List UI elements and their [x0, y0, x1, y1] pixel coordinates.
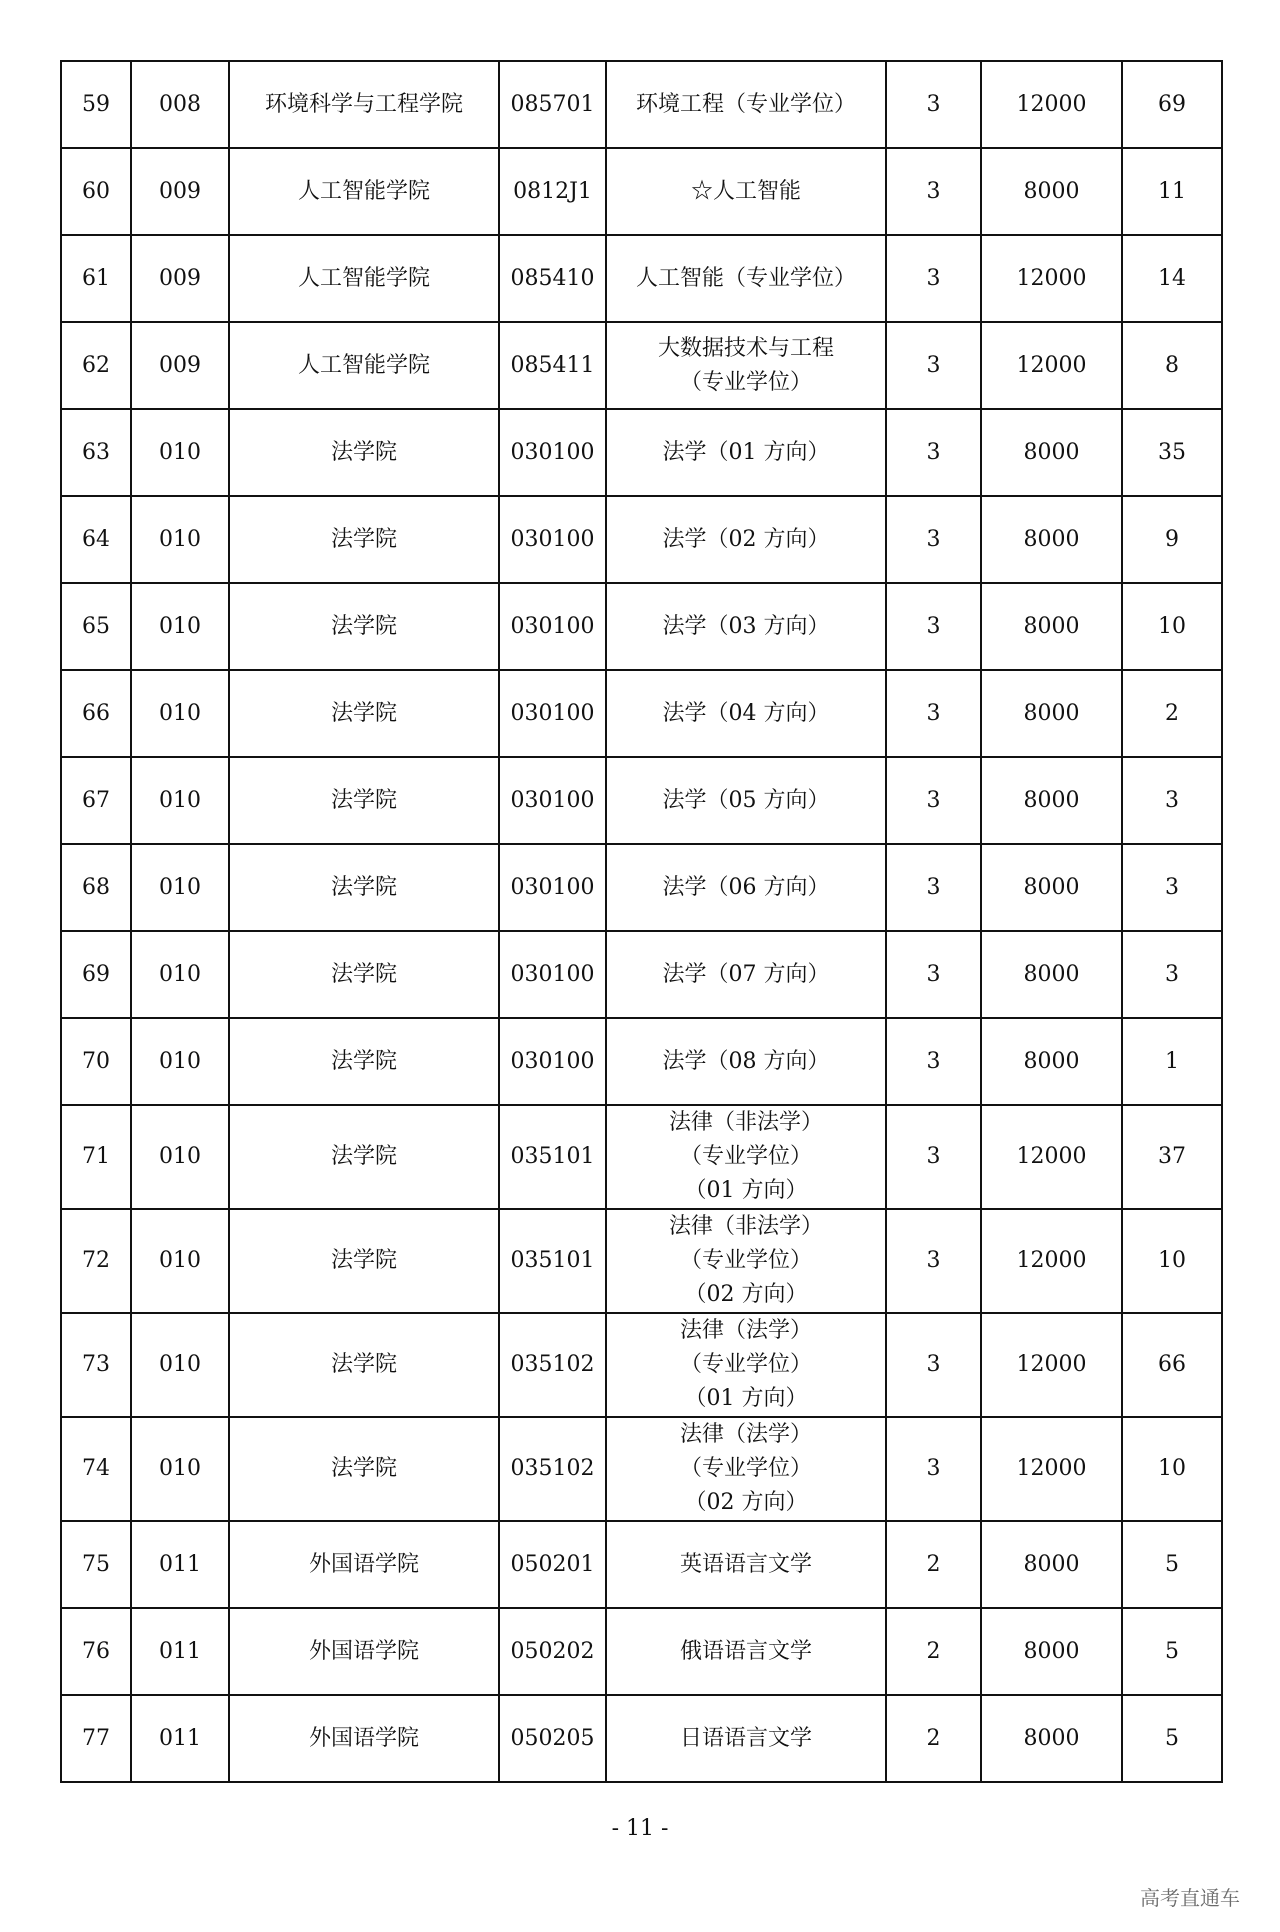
watermark: 高考直通车 [1140, 1886, 1240, 1910]
cell-school-code: 010 [131, 1209, 229, 1313]
cell-years: 3 [886, 670, 981, 757]
table-row [61, 1695, 1222, 1782]
cell-school-name: 法学院 [229, 583, 499, 670]
cell-major-name [606, 496, 886, 583]
cell-fee: 8000 [981, 409, 1122, 496]
cell-index: 59 [61, 61, 131, 148]
cell-major-code: 085411 [499, 322, 606, 409]
cell-quota: 35 [1122, 409, 1222, 496]
cell-school-name: 外国语学院 [229, 1521, 499, 1608]
major-name-line: 英语语言文学 [679, 1551, 812, 1577]
cell-index: 67 [61, 757, 131, 844]
cell-years: 3 [886, 322, 981, 409]
cell-years: 3 [886, 583, 981, 670]
cell-school-name: 法学院 [229, 931, 499, 1018]
cell-school-code: 008 [131, 61, 229, 148]
cell-years: 3 [886, 1313, 981, 1417]
table-row [61, 61, 1222, 148]
cell-major-name [606, 757, 886, 844]
cell-quota: 10 [1122, 1417, 1222, 1521]
major-name-line: 法学（07 方向） [662, 961, 830, 987]
cell-school-name: 法学院 [229, 1313, 499, 1417]
cell-fee: 12000 [981, 1417, 1122, 1521]
cell-school-name: 人工智能学院 [229, 148, 499, 235]
cell-major-name [606, 931, 886, 1018]
enrollment-table-wrapper [60, 60, 1221, 1783]
major-name-line: 俄语语言文学 [679, 1638, 812, 1664]
cell-major-code: 030100 [499, 1018, 606, 1105]
cell-major-name [606, 1105, 886, 1209]
major-name-line: （02 方向） [684, 1490, 808, 1515]
cell-school-name: 人工智能学院 [229, 322, 499, 409]
table-row [61, 1417, 1222, 1521]
cell-years: 3 [886, 1417, 981, 1521]
cell-years: 3 [886, 757, 981, 844]
table-row [61, 670, 1222, 757]
major-name-line: 法学（08 方向） [662, 1048, 830, 1074]
table-row [61, 757, 1222, 844]
cell-school-name: 法学院 [229, 1417, 499, 1521]
cell-school-code: 010 [131, 1018, 229, 1105]
cell-school-code: 009 [131, 148, 229, 235]
table-row [61, 1313, 1222, 1417]
cell-fee: 12000 [981, 322, 1122, 409]
major-name-line: （01 方向） [684, 1386, 808, 1411]
cell-fee: 8000 [981, 1608, 1122, 1695]
cell-years: 3 [886, 61, 981, 148]
cell-quota: 3 [1122, 757, 1222, 844]
cell-quota: 37 [1122, 1105, 1222, 1209]
major-name-line: 法学（06 方向） [662, 874, 830, 900]
major-name-line: 日语语言文学 [679, 1725, 812, 1751]
cell-major-name [606, 844, 886, 931]
major-name-line: 法学（03 方向） [662, 613, 830, 639]
table-row [61, 583, 1222, 670]
cell-major-code: 030100 [499, 931, 606, 1018]
major-name-line: 法律（非法学） [668, 1214, 823, 1239]
cell-years: 3 [886, 1209, 981, 1313]
table-row [61, 1521, 1222, 1608]
cell-fee: 12000 [981, 1105, 1122, 1209]
cell-major-code: 050201 [499, 1521, 606, 1608]
cell-major-name [606, 1313, 886, 1417]
major-name-line: 法学（02 方向） [662, 526, 830, 552]
cell-fee: 8000 [981, 496, 1122, 583]
major-name-line: （专业学位） [679, 1144, 812, 1169]
cell-school-name: 法学院 [229, 496, 499, 583]
major-name-line: ☆人工智能 [690, 178, 801, 204]
cell-index: 68 [61, 844, 131, 931]
cell-quota: 2 [1122, 670, 1222, 757]
cell-major-code: 035102 [499, 1313, 606, 1417]
cell-school-name: 外国语学院 [229, 1608, 499, 1695]
table-row [61, 1105, 1222, 1209]
major-name-line: （专业学位） [679, 1248, 812, 1273]
cell-major-name [606, 1417, 886, 1521]
major-name-line: 环境工程（专业学位） [635, 91, 856, 117]
cell-fee: 12000 [981, 61, 1122, 148]
cell-quota: 14 [1122, 235, 1222, 322]
cell-major-name [606, 409, 886, 496]
cell-school-code: 010 [131, 1313, 229, 1417]
cell-school-name: 人工智能学院 [229, 235, 499, 322]
cell-school-code: 010 [131, 757, 229, 844]
cell-major-code: 035102 [499, 1417, 606, 1521]
cell-school-name: 法学院 [229, 1018, 499, 1105]
cell-major-code: 030100 [499, 670, 606, 757]
cell-index: 64 [61, 496, 131, 583]
cell-index: 73 [61, 1313, 131, 1417]
cell-fee: 8000 [981, 583, 1122, 670]
cell-index: 70 [61, 1018, 131, 1105]
cell-school-code: 010 [131, 1105, 229, 1209]
cell-school-code: 009 [131, 235, 229, 322]
cell-fee: 8000 [981, 148, 1122, 235]
cell-quota: 9 [1122, 496, 1222, 583]
cell-major-code: 0812J1 [499, 148, 606, 235]
cell-years: 2 [886, 1608, 981, 1695]
cell-major-name [606, 1209, 886, 1313]
cell-school-name: 法学院 [229, 1209, 499, 1313]
cell-school-name: 法学院 [229, 844, 499, 931]
cell-major-code: 050202 [499, 1608, 606, 1695]
table-row [61, 1209, 1222, 1313]
major-name-line: （专业学位） [679, 1352, 812, 1377]
cell-major-name [606, 61, 886, 148]
major-name-line: （专业学位） [679, 369, 812, 395]
major-name-line: 法律（法学） [679, 1318, 812, 1343]
cell-years: 3 [886, 496, 981, 583]
cell-fee: 12000 [981, 1209, 1122, 1313]
cell-major-name [606, 1608, 886, 1695]
enrollment-table [60, 60, 1223, 1783]
major-name-line: 法律（非法学） [668, 1110, 823, 1135]
cell-major-code: 035101 [499, 1209, 606, 1313]
cell-quota: 3 [1122, 931, 1222, 1018]
table-row [61, 235, 1222, 322]
cell-index: 75 [61, 1521, 131, 1608]
table-body [61, 61, 1222, 1782]
cell-school-code: 010 [131, 670, 229, 757]
cell-major-code: 030100 [499, 583, 606, 670]
cell-major-name [606, 148, 886, 235]
cell-index: 71 [61, 1105, 131, 1209]
cell-major-code: 035101 [499, 1105, 606, 1209]
cell-years: 3 [886, 844, 981, 931]
major-name-line: （01 方向） [684, 1178, 808, 1203]
cell-index: 74 [61, 1417, 131, 1521]
cell-school-name: 法学院 [229, 670, 499, 757]
cell-quota: 5 [1122, 1695, 1222, 1782]
cell-index: 61 [61, 235, 131, 322]
cell-major-name [606, 583, 886, 670]
cell-quota: 66 [1122, 1313, 1222, 1417]
major-name-line: （专业学位） [679, 1456, 812, 1481]
cell-quota: 69 [1122, 61, 1222, 148]
cell-school-code: 010 [131, 583, 229, 670]
table-row [61, 496, 1222, 583]
cell-quota: 5 [1122, 1608, 1222, 1695]
cell-fee: 8000 [981, 757, 1122, 844]
cell-major-code: 085410 [499, 235, 606, 322]
cell-major-name [606, 235, 886, 322]
cell-years: 3 [886, 1105, 981, 1209]
cell-school-name: 外国语学院 [229, 1695, 499, 1782]
table-row [61, 148, 1222, 235]
cell-school-code: 010 [131, 931, 229, 1018]
cell-school-code: 010 [131, 496, 229, 583]
table-row [61, 1608, 1222, 1695]
cell-index: 69 [61, 931, 131, 1018]
cell-fee: 8000 [981, 1695, 1122, 1782]
cell-index: 66 [61, 670, 131, 757]
major-name-line: 法学（04 方向） [662, 700, 830, 726]
cell-school-code: 010 [131, 1417, 229, 1521]
cell-school-name: 环境科学与工程学院 [229, 61, 499, 148]
cell-school-code: 011 [131, 1608, 229, 1695]
cell-school-code: 010 [131, 409, 229, 496]
cell-school-name: 法学院 [229, 1105, 499, 1209]
cell-fee: 8000 [981, 1521, 1122, 1608]
cell-major-name [606, 1018, 886, 1105]
cell-major-name [606, 322, 886, 409]
cell-fee: 12000 [981, 1313, 1122, 1417]
cell-years: 2 [886, 1521, 981, 1608]
major-name-line: 法律（法学） [679, 1422, 812, 1447]
cell-years: 3 [886, 1018, 981, 1105]
cell-years: 2 [886, 1695, 981, 1782]
cell-school-code: 009 [131, 322, 229, 409]
cell-school-code: 010 [131, 844, 229, 931]
cell-quota: 10 [1122, 1209, 1222, 1313]
cell-school-code: 011 [131, 1695, 229, 1782]
cell-major-code: 030100 [499, 409, 606, 496]
cell-years: 3 [886, 148, 981, 235]
cell-index: 72 [61, 1209, 131, 1313]
major-name-line: 法学（05 方向） [662, 787, 830, 813]
cell-fee: 8000 [981, 1018, 1122, 1105]
table-row [61, 1018, 1222, 1105]
cell-major-code: 030100 [499, 844, 606, 931]
cell-school-name: 法学院 [229, 409, 499, 496]
cell-fee: 8000 [981, 844, 1122, 931]
cell-major-code: 085701 [499, 61, 606, 148]
cell-fee: 12000 [981, 235, 1122, 322]
cell-index: 77 [61, 1695, 131, 1782]
cell-quota: 8 [1122, 322, 1222, 409]
major-name-line: 法学（01 方向） [662, 439, 830, 465]
cell-quota: 5 [1122, 1521, 1222, 1608]
table-row [61, 931, 1222, 1018]
page-number: - 11 - [611, 1816, 669, 1841]
cell-major-name [606, 1521, 886, 1608]
table-row [61, 844, 1222, 931]
cell-years: 3 [886, 931, 981, 1018]
cell-major-code: 050205 [499, 1695, 606, 1782]
cell-fee: 8000 [981, 670, 1122, 757]
cell-major-code: 030100 [499, 496, 606, 583]
major-name-line: 人工智能（专业学位） [635, 265, 856, 291]
major-name-line: 大数据技术与工程 [657, 335, 834, 361]
cell-index: 63 [61, 409, 131, 496]
cell-index: 76 [61, 1608, 131, 1695]
table-row [61, 409, 1222, 496]
cell-major-name [606, 670, 886, 757]
cell-quota: 1 [1122, 1018, 1222, 1105]
table-row [61, 322, 1222, 409]
cell-years: 3 [886, 409, 981, 496]
cell-quota: 3 [1122, 844, 1222, 931]
major-name-line: （02 方向） [684, 1282, 808, 1307]
cell-school-code: 011 [131, 1521, 229, 1608]
cell-quota: 11 [1122, 148, 1222, 235]
cell-index: 60 [61, 148, 131, 235]
cell-major-code: 030100 [499, 757, 606, 844]
cell-quota: 10 [1122, 583, 1222, 670]
cell-major-name [606, 1695, 886, 1782]
cell-index: 65 [61, 583, 131, 670]
cell-school-name: 法学院 [229, 757, 499, 844]
cell-fee: 8000 [981, 931, 1122, 1018]
cell-index: 62 [61, 322, 131, 409]
cell-years: 3 [886, 235, 981, 322]
